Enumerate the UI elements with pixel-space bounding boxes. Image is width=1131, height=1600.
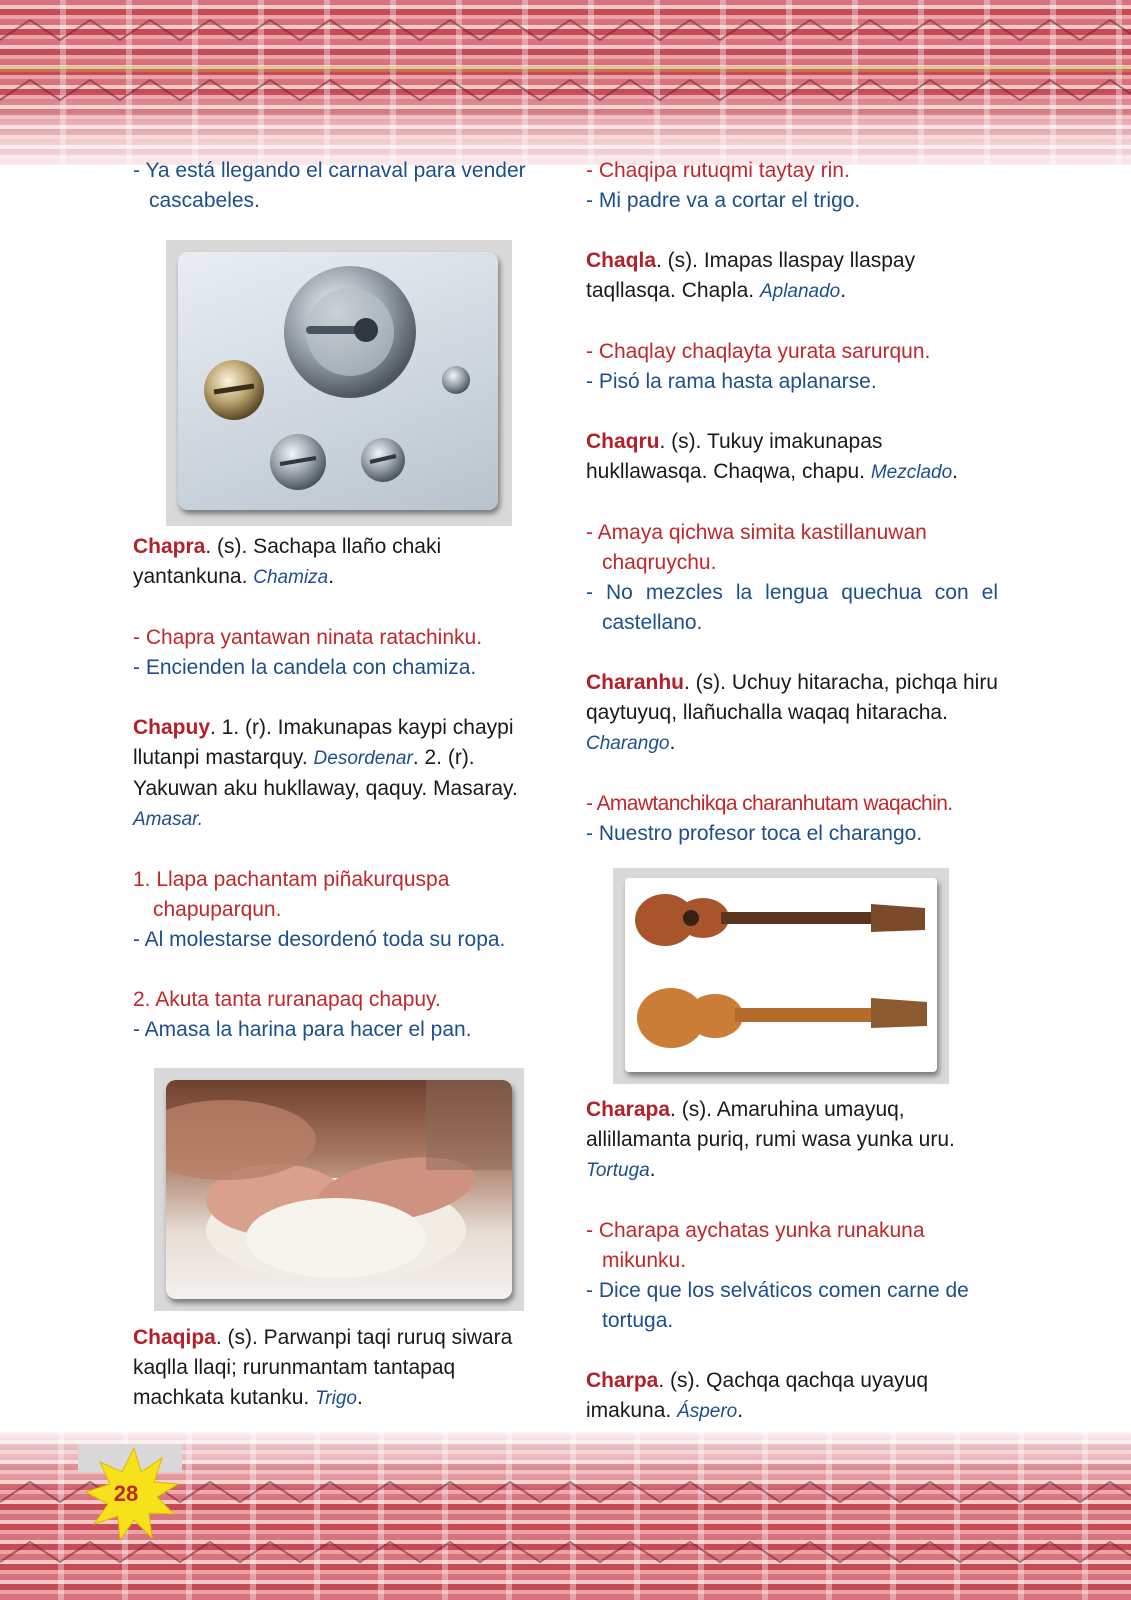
example-quechua: - Chapra yantawan ninata ratachinku. [133,626,483,649]
charango-instruments-image [625,878,937,1072]
example-spanish: - Ya está llegando el carnaval para vender cascabeles. [133,159,526,212]
entry-definition: . (s). Sachapa llaño chaki yantankuna. [133,535,442,588]
entry-chapuy [133,713,546,835]
entry-translation: Chamiza [253,567,329,588]
entry-end: . [649,1158,656,1181]
example-spanish: - Nuestro profesor toca el charango. [586,822,923,845]
entry-definition-1: . 1. (r). Imakunapas kaypi chaypi llutanpi mastarquy. [133,716,514,769]
charango-photo [625,878,937,1072]
entry-definition: . (s). Qachqa qachqa uyayuq imakuna. [586,1369,929,1422]
example-quechua: - Chaqlay chaqlayta yurata sarurqun. [586,340,931,363]
entry-translation-2: Amasar. [133,809,204,830]
entry-translation: Charango [586,733,670,754]
example-quechua: - Amawtanchikqa charanhutam waqachin. [586,792,953,815]
entry-chaqipa [133,1323,546,1414]
textile-pattern-top [0,0,1131,165]
jingle-bells-image [178,252,498,510]
example-spanish: - Pisó la rama hasta aplanarse. [586,370,877,393]
entry-translation-1: Desordenar [313,748,413,769]
entry-chapra [133,532,546,593]
entry-term: Chaqipa [133,1326,216,1349]
entry-definition: . (s). Uchuy hitaracha, pichqa hiru qaytuyuq, llañuchalla waqaq hitaracha. [586,671,998,724]
entry-term: Chaqru [586,430,660,453]
entry-translation: Mezclado [870,462,953,483]
entry-term: Chaqla [586,249,657,272]
entry-end: . [669,731,676,754]
entry-end: . [357,1386,363,1409]
entry-term: Charpa [586,1369,659,1392]
entry-end: . [328,565,335,588]
entry-end: . [952,460,959,483]
example-spanish: - Mi padre va a cortar el trigo. [586,189,861,212]
entry-translation: Áspero [677,1401,738,1422]
example-spanish-2: - Amasa la harina para hacer el pan. [133,1018,472,1041]
entry-term: Chapuy [133,716,211,739]
entry-translation: Tortuga [586,1160,650,1181]
page-number: 28 [113,1481,139,1506]
example-spanish: - Encienden la candela con chamiza. [133,656,477,679]
entry-charapa [586,1095,998,1186]
example-quechua: - Amaya qichwa simita kastillanuwan chaqruychu. [586,521,927,574]
entry-term: Chapra [133,535,206,558]
top-textile-band [0,0,1131,165]
entry-end: . [840,279,847,302]
example-spanish: - No mezcles la lengua quechua con el castellano. [586,581,998,634]
example-spanish-1: - Al molestarse desordenó toda su ropa. [133,928,506,951]
page-number-badge [78,1444,182,1544]
bells-photo-frame [166,240,512,526]
entry-term: Charanhu [586,671,685,694]
entry-definition: . (s). Tukuy imakunapas hukllawasqa. Chaqwa, chapu. [586,430,883,483]
example-quechua: - Charapa aychatas yunka runakuna mikunku. [586,1219,925,1272]
entry-definition: . (s). Imapas llaspay llaspay taqllasqa. Chapla. [586,249,916,302]
kneading-hands-image [166,1080,512,1299]
example-quechua: - Chaqipa rutuqmi taytay rin. [586,159,850,182]
entry-translation: Aplanado [759,281,841,302]
entry-translation: Trigo [315,1388,357,1409]
right-column [586,156,998,1427]
entry-chaqru [586,427,998,488]
example-quechua-1: 1. Llapa pachantam piñakurquspa chapuparqun. [133,868,450,921]
example-spanish: - Dice que los selváticos comen carne de tortuga. [586,1279,969,1332]
charango-photo-frame [613,868,949,1084]
entry-definition: . (s). Parwanpi taqi ruruq siwara kaqlla llaqi; rurunmantam tantapaq machkata kutanku. [133,1326,513,1409]
dough-photo-frame [154,1068,524,1311]
entry-end: . [737,1399,744,1422]
bells-photo [178,252,498,510]
entry-definition: . (s). Amaruhina umayuq, allillamanta puriq, rumi wasa yunka uru. [586,1098,955,1151]
entry-term: Charapa [586,1098,671,1121]
entry-charanhu [586,668,998,759]
example-quechua-2: 2. Akuta tanta ruranapaq chapuy. [133,988,441,1011]
entry-charpa [586,1366,998,1427]
entry-chaqla [586,246,998,307]
dough-photo [166,1080,512,1299]
entry-definition-2: . 2. (r). Yakuwan aku hukllaway, qaquy. Masaray. [133,746,518,800]
